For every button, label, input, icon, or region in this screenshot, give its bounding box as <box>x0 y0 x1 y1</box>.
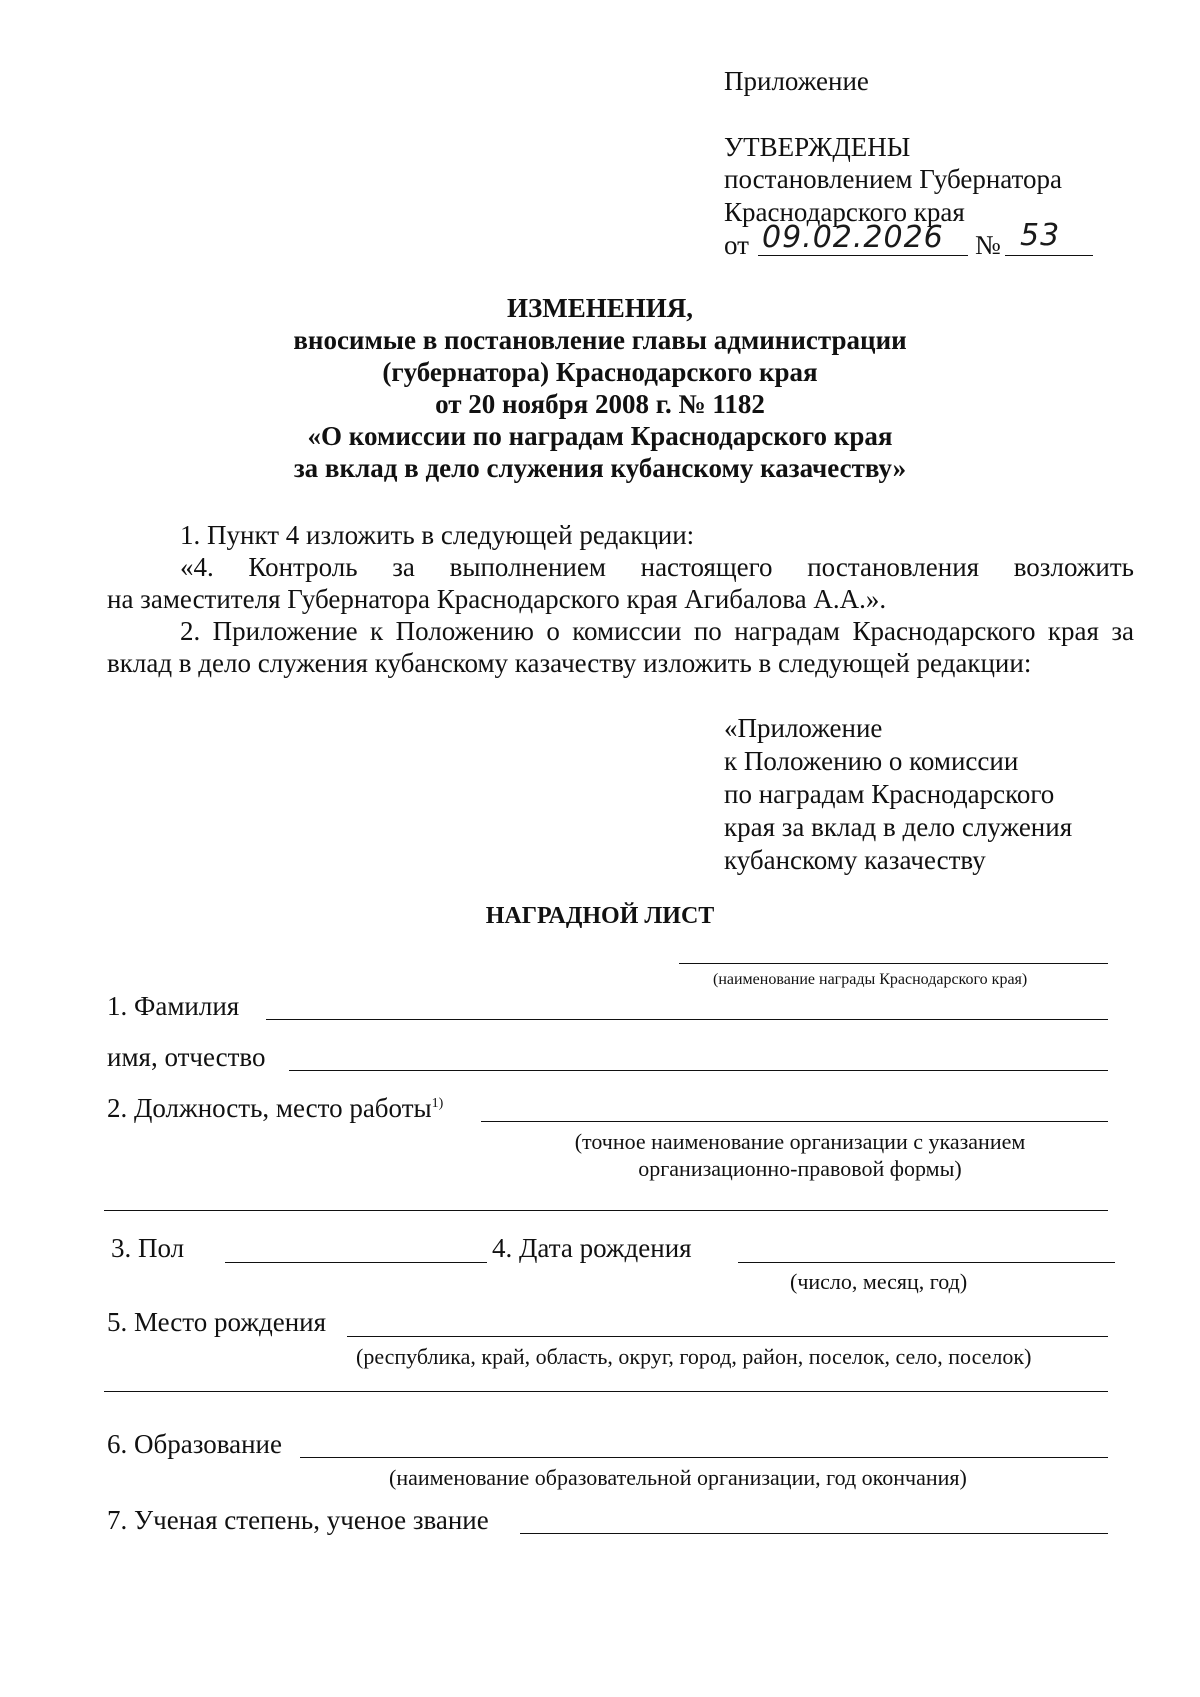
birthdate-label: 4. Дата рождения <box>492 1233 692 1263</box>
appendix-label: Приложение <box>724 66 869 96</box>
name-label: имя, отчество <box>107 1042 266 1072</box>
inner-appendix-line1: «Приложение <box>724 713 883 743</box>
inner-appendix-line5: кубанскому казачеству <box>724 845 986 875</box>
degree-label: 7. Ученая степень, ученое звание <box>107 1505 489 1535</box>
number-underline <box>1005 255 1093 256</box>
birthplace-label: 5. Место рождения <box>107 1307 327 1337</box>
surname-input-line[interactable] <box>266 1019 1108 1020</box>
birthplace-input-line[interactable] <box>347 1336 1108 1337</box>
approved-label: УТВЕРЖДЕНЫ <box>724 132 911 162</box>
inner-appendix-line2: к Положению о комиссии <box>724 746 1019 776</box>
paragraph-3-line2: вклад в дело служения кубанскому казачеству изложить в следующей редакции: <box>107 648 1032 678</box>
birthdate-hint: (число, месяц, год) <box>790 1269 968 1294</box>
award-name-line[interactable] <box>679 963 1108 964</box>
position-second-line[interactable] <box>104 1210 1108 1211</box>
paragraph-3-line1: 2. Приложение к Положению о комиссии по наградам Краснодарского края за <box>180 616 1134 646</box>
birthplace-second-line[interactable] <box>104 1391 1108 1392</box>
heading-line5: за вклад в дело служения кубанскому казачеству» <box>293 453 907 483</box>
position-footnote-mark: 1) <box>431 1096 444 1111</box>
date-prefix: от <box>724 230 749 260</box>
heading-title: ИЗМЕНЕНИЯ, <box>506 293 693 323</box>
approved-by-line2: Краснодарского края <box>724 197 965 227</box>
heading-line2: (губернатора) Краснодарского края <box>382 357 818 387</box>
education-hint: (наименование образовательной организации, год окончания) <box>389 1465 967 1490</box>
inner-appendix-line3: по наградам Краснодарского <box>724 779 1055 809</box>
position-label <box>107 1092 443 1124</box>
name-input-line[interactable] <box>289 1070 1108 1071</box>
handwritten-number: 53 <box>1020 218 1061 253</box>
heading-line3: от 20 ноября 2008 г. № 1182 <box>435 389 765 419</box>
sex-label: 3. Пол <box>111 1233 185 1263</box>
paragraph-2-line1: «4. Контроль за выполнением настоящего постановления возложить <box>180 552 1134 582</box>
inner-appendix-line4: края за вклад в дело служения <box>724 812 1073 842</box>
surname-label: 1. Фамилия <box>107 991 240 1021</box>
number-prefix: № <box>975 230 1001 260</box>
education-label: 6. Образование <box>107 1429 282 1459</box>
paragraph-1: 1. Пункт 4 изложить в следующей редакции: <box>180 520 695 550</box>
date-underline <box>758 255 968 256</box>
handwritten-date: 09.02.2026 <box>762 220 944 255</box>
position-hint-line2: организационно-правовой формы) <box>638 1156 962 1181</box>
education-input-line[interactable] <box>300 1457 1108 1458</box>
position-input-line[interactable] <box>481 1121 1108 1122</box>
form-title: НАГРАДНОЙ ЛИСТ <box>485 903 715 929</box>
approved-by-line1: постановлением Губернатора <box>724 164 1062 194</box>
paragraph-2-line2: на заместителя Губернатора Краснодарского края Агибалова А.А.». <box>107 584 887 614</box>
position-label-text: 2. Должность, место работы <box>107 1093 432 1123</box>
heading-line4: «О комиссии по наградам Краснодарского края <box>307 421 893 451</box>
award-name-hint: (наименование награды Краснодарского края) <box>713 971 1028 988</box>
birthdate-input-line[interactable] <box>738 1262 1115 1263</box>
sex-input-line[interactable] <box>225 1262 487 1263</box>
degree-input-line[interactable] <box>520 1533 1108 1534</box>
heading-line1: вносимые в постановление главы администрации <box>293 325 907 355</box>
position-hint-line1: (точное наименование организации с указанием <box>574 1129 1026 1154</box>
birthplace-hint: (республика, край, область, округ, город, район, поселок, село, поселок) <box>356 1344 1032 1369</box>
